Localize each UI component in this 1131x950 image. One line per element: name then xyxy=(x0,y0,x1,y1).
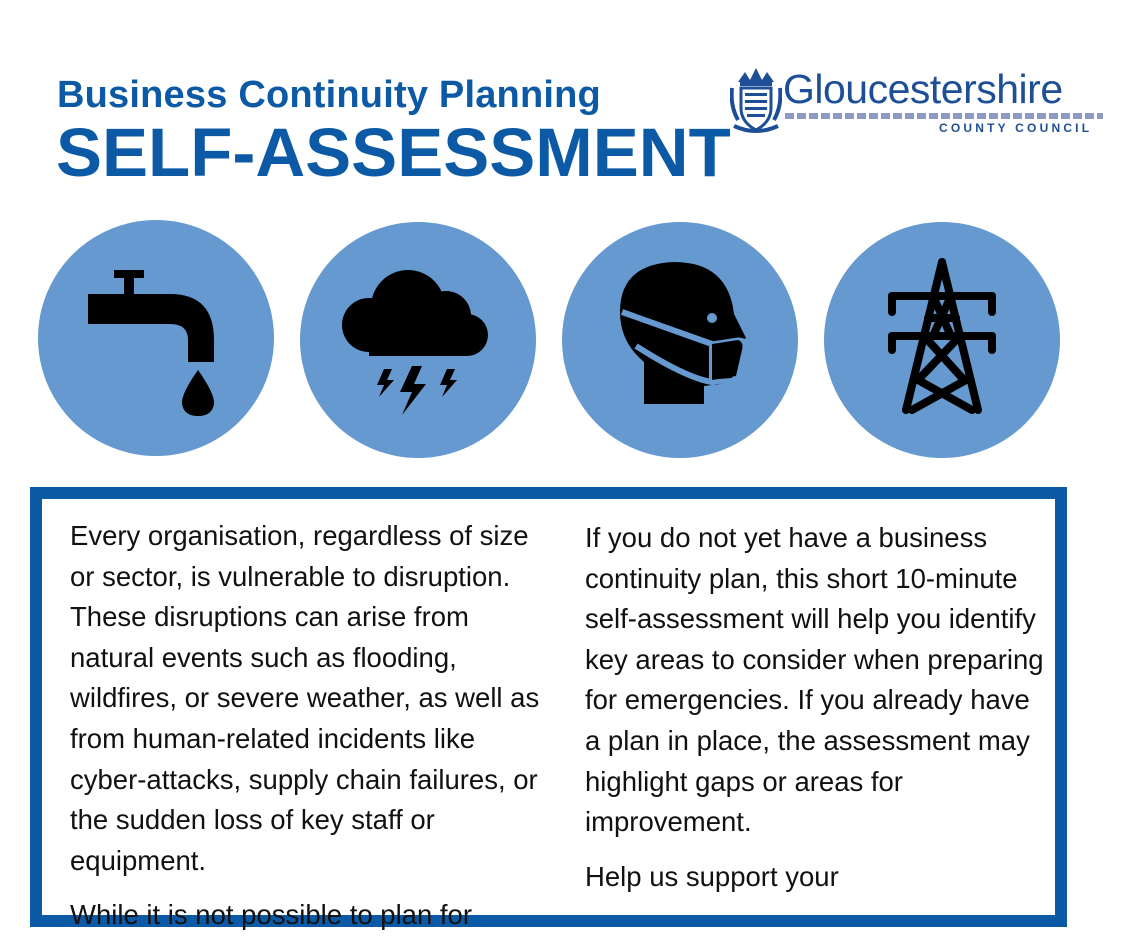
tap-water-icon xyxy=(38,220,274,456)
council-logo xyxy=(730,64,1110,144)
storm-cloud-icon xyxy=(300,222,536,458)
right-paragraph-1: If you do not yet have a business continuity plan, this short 10-minute self-assessment will help you identify key areas to consider when preparing for emergencies. If you already have a plan in place, the assessment may highlight gaps or areas for improvement. xyxy=(585,522,1044,838)
tap-circle xyxy=(38,220,274,456)
face-mask-icon xyxy=(562,222,798,458)
left-paragraph-2: While it is not possible to plan for xyxy=(70,899,472,931)
pylon-circle xyxy=(824,222,1060,458)
logo-divider xyxy=(785,113,1103,119)
page-title: SELF-ASSESSMENT xyxy=(56,114,731,191)
left-paragraph-1: Every organisation, regardless of size or sector, is vulnerable to disruption. These disruptions can arise from natural events such as flooding, wildfires, or severe weather, as well as from human-related incidents like cyber-attacks, supply chain failures, or the sudden loss of key staff or equipment. xyxy=(70,520,540,876)
crest-icon xyxy=(730,64,782,136)
right-paragraph-2: Help us support your xyxy=(585,860,839,892)
power-pylon-icon xyxy=(824,222,1060,458)
right-column xyxy=(585,518,1045,911)
logo-name: Gloucestershire xyxy=(783,66,1063,112)
storm-circle xyxy=(300,222,536,458)
left-column xyxy=(70,516,550,950)
logo-subtitle: COUNTY COUNCIL xyxy=(939,121,1093,135)
title-small: Business Continuity Planning xyxy=(57,74,601,116)
mask-circle xyxy=(562,222,798,458)
